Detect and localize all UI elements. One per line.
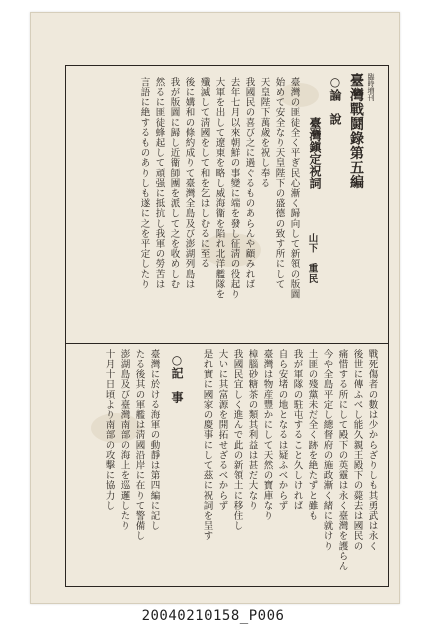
text-line: 樟腦砂糖茶の類其利益は甚だ大なり [246,349,258,511]
document-page [30,12,400,604]
article-title: 臺灣鎭定祝詞 [308,117,322,189]
text-line: 十月十日頃より南部の攻擊に協力し [103,349,115,511]
text-line: 土匪の殘黨未だ全く跡を絶たずと雖も [306,349,318,521]
text-line: 我國民の喜び之に過ぐるものあらんや顧みれば [243,77,255,290]
page-title: 臺灣戰鬪錄第五編 [348,73,364,189]
text-line: 臺灣の匪徒全く平ぎ民心漸く歸向して新領の版圖 [288,77,300,300]
text-line: 始めて安全なり天皇陛下の盛德の致す所にして [273,77,285,290]
notes-heading: ○記 事 [170,353,184,403]
text-line: 我が版圖に歸し近衞師團を派して之を收めしむ [168,77,180,290]
article-author: 山下 重民 [306,233,318,284]
text-line: 大いに其富源を開拓せざるべからず [216,349,228,511]
section-divider [65,343,389,344]
text-line: 自ら安堵の地となるは疑ふべからず [276,349,288,511]
text-line: 去年七月以來朝鮮の事變に端を發し征淸の役起り [228,77,240,300]
text-line: 天皇陛下萬歲を祝し奉る [258,77,270,189]
text-line: 然るに匪徒蜂起して頑强に抵抗し我軍の勞苦は [153,77,165,290]
text-line: たる後其の軍艦は淸國沿岸に在りて警備し [133,349,145,541]
text-line: 後に媾和の條約成りて臺灣全島及び澎湖列島は [183,77,195,290]
archive-id-caption: 20040210158_P006 [141,608,285,624]
text-line: 殲滅して淸國をして和を乞はしむるに至る [198,77,210,269]
issue-label: 臨時増刊 [367,73,375,101]
text-line: 我が軍隊の駐屯すること久しければ [291,349,303,511]
text-line: 臺灣は物産豐かにして天然の寶庫なり [261,349,273,521]
editorial-heading: ○論 說 [328,75,342,125]
text-line: 是れ實に國家の慶事にして茲に祝詞を呈す [201,349,213,541]
text-line: 我國民宜しく進んで此の新領土に移住し [231,349,243,531]
text-line: 臺灣に於ける海軍の動靜は第四編に記し [148,349,160,531]
text-line: 言語に絶するものありしも遂に之を平定したり [138,77,150,290]
text-line: 今や全島平定し總督府の施政漸く緒に就けり [321,349,333,551]
text-line: 戰死傷者の數は少からざりしも其勇武は永く [366,349,378,551]
text-line: 大軍を出して遼東を略し威海衞を陷れ北洋艦隊を [213,77,225,300]
text-line: 痛惜する所にして殿下の英靈は永く臺灣を護らん [336,349,348,572]
text-line: 後世に傳ふべし能久親王殿下の薨去は國民の [351,349,363,551]
text-line: 澎湖島及び臺灣南部の海上を巡邏したり [118,349,130,531]
